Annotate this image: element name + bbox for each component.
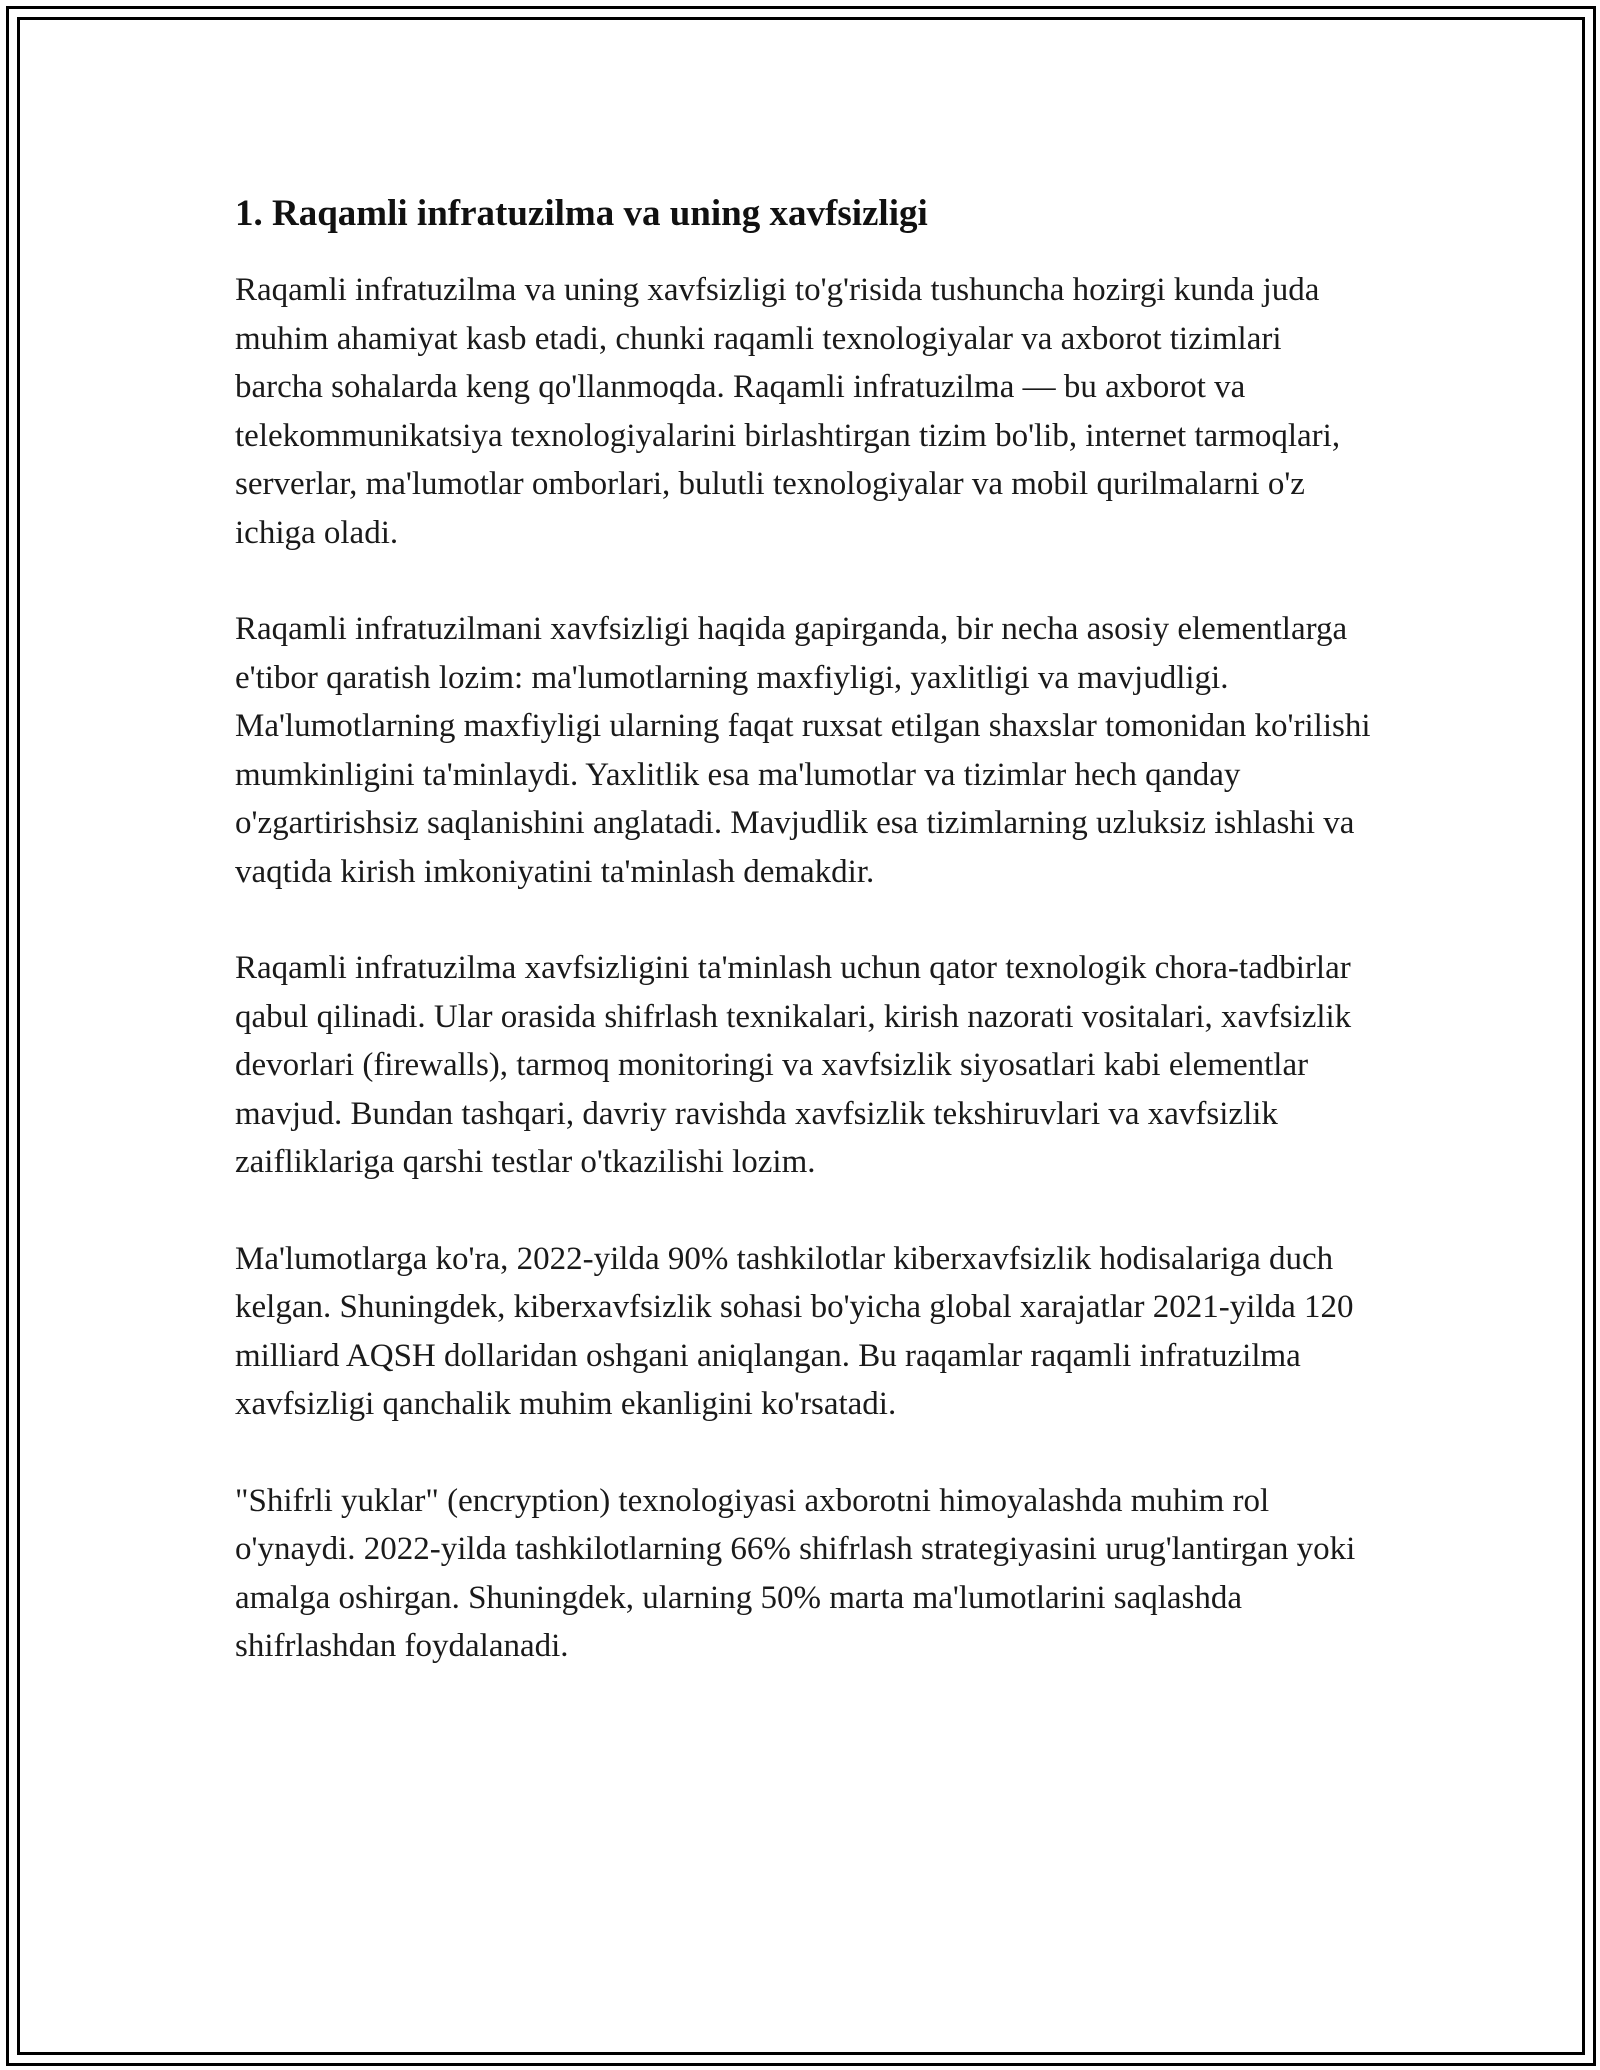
paragraph-statistics: Ma'lumotlarga ko'ra, 2022-yilda 90% tashkilotlar kiberxavfsizlik hodisalariga duch kelgan. Shuningdek, kiberxavfsizlik sohasi bo'yicha global xarajatlar 2021-yilda 120 milliard AQSH dollaridan oshgani aniqlangan. Bu raqamlar raqamli infratuzilma xavfsizligi qanchalik muhim ekanligini ko'rsatadi. <box>235 1240 1354 1422</box>
document-body <box>235 190 1375 1719</box>
paragraph-encryption: "Shifrli yuklar" (encryption) texnologiyasi axborotni himoyalashda muhim rol o'ynaydi. 2022-yilda tashkilotlarning 66% shifrlash strategiyasini urug'lantirgan yoki amalga oshirgan. Shuningdek, ularning 50% marta ma'lumotlarini saqlashda shifrlashdan foydalanadi. <box>235 1482 1356 1664</box>
paragraph-security-measures: Raqamli infratuzilma xavfsizligini ta'minlash uchun qator texnologik chora-tadbirlar qabul qilinadi. Ular orasida shifrlash texnikalari, kirish nazorati vositalari, xavfsizlik devorlari (firewalls), tarmoq monitoringi va xavfsizlik siyosatlari kabi elementlar mavjud. Bundan tashqari, davriy ravishda xavfsizlik tekshiruvlari va xavfsizlik zaifliklariga qarshi testlar o'tkazilishi lozim. <box>235 950 1352 1180</box>
paragraph-definition: Raqamli infratuzilma va uning xavfsizligi to'g'risida tushuncha hozirgi kunda juda muhim ahamiyat kasb etadi, chunki raqamli texnologiyalar va axborot tizimlari barcha sohalarda keng qo'llanmoqda. Raqamli infratuzilma — bu axborot va telekommunikatsiya texnologiyalarini birlashtirgan tizim bo'lib, internet tarmoqlari, serverlar, ma'lumotlar omborlari, bulutli texnologiyalar va mobil qurilmalarni o'z ichiga oladi. <box>235 272 1341 551</box>
paragraph-security-elements: Raqamli infratuzilmani xavfsizligi haqida gapirganda, bir necha asosiy elementlarga e'tibor qaratish lozim: ma'lumotlarning maxfiyligi, yaxlitligi va mavjudligi. Ma'lumotlarning maxfiyligi ularning faqat ruxsat etilgan shaxslar tomonidan ko'rilishi mumkinligini ta'minlaydi. Yaxlitlik esa ma'lumotlar va tizimlar hech qanday o'zgartirishsiz saqlanishini anglatadi. Mavjudlik esa tizimlarning uzluksiz ishlashi va vaqtida kirish imkoniyatini ta'minlash demakdir. <box>235 611 1371 890</box>
section-heading: 1. Raqamli infratuzilma va uning xavfsizligi <box>235 193 928 234</box>
